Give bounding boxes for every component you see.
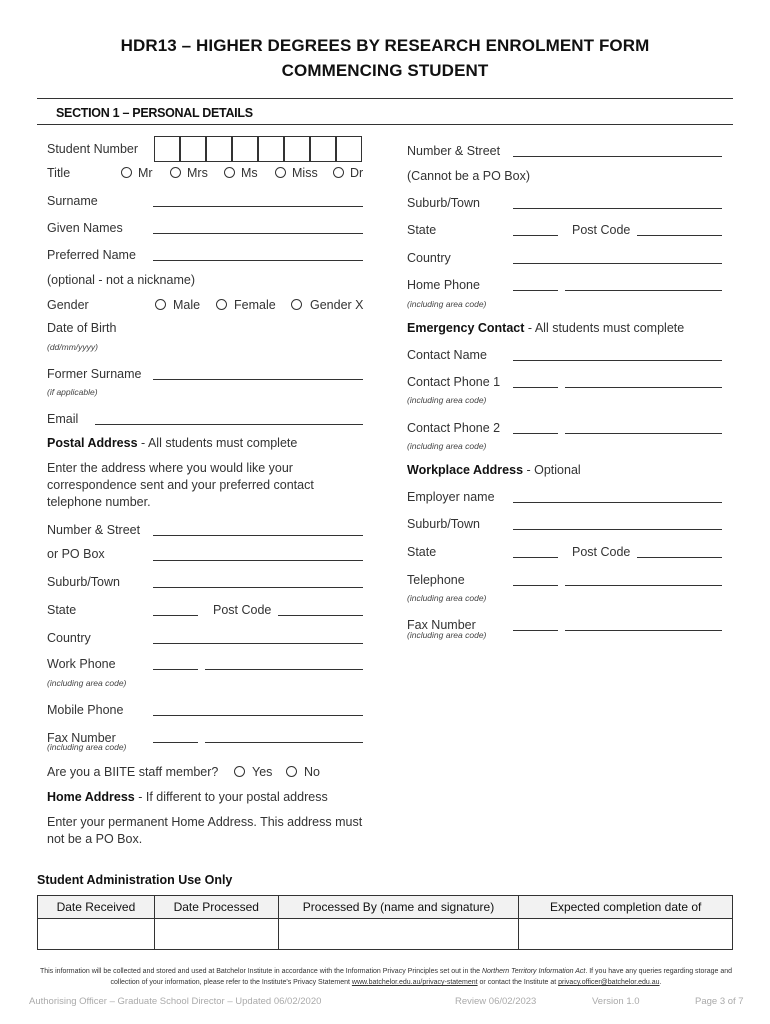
work-phone-hint: (including area code) <box>47 678 127 688</box>
student-number-digit-8[interactable] <box>336 136 362 162</box>
home-country-field[interactable] <box>513 263 722 264</box>
title-ms-label: Ms <box>241 166 258 180</box>
privacy-notice <box>36 966 736 988</box>
review-date: Review 06/02/2023 <box>455 996 537 1007</box>
contact-phone2-label: Contact Phone 2 <box>407 421 501 435</box>
authorising-officer: Authorising Officer – Graduate School Director – Updated 06/02/2020 <box>29 996 322 1007</box>
title-miss-label: Miss <box>292 166 318 180</box>
workplace-post-code-label: Post Code <box>572 545 631 559</box>
home-suburb-field[interactable] <box>513 208 722 209</box>
employer-field[interactable] <box>513 502 722 503</box>
workplace-fax-number-field[interactable] <box>565 630 722 631</box>
admin-table-row <box>38 919 733 950</box>
home-post-code-field[interactable] <box>637 235 722 236</box>
workplace-suburb-label: Suburb/Town <box>407 517 480 531</box>
title-mr-radio[interactable] <box>121 167 132 178</box>
home-number-street-field[interactable] <box>513 156 722 157</box>
contact-phone2-hint: (including area code) <box>407 441 487 451</box>
workplace-note: - Optional <box>523 463 581 477</box>
form-title-line1: HDR13 – HIGHER DEGREES BY RESEARCH ENROLMENT FORM <box>120 36 650 55</box>
fax-number-label: Fax Number <box>47 731 116 745</box>
email-label: Email <box>47 412 79 426</box>
privacy-act-name: Northern Territory Information Act <box>481 968 586 975</box>
privacy-statement-link[interactable]: www.batchelor.edu.au/privacy-statement <box>351 979 478 986</box>
surname-label: Surname <box>47 194 98 208</box>
postal-address-note: - All students must complete <box>137 436 298 450</box>
student-number-label: Student Number <box>47 142 139 156</box>
workplace-telephone-hint: (including area code) <box>407 593 487 603</box>
fax-number-hint: (including area code) <box>47 742 127 752</box>
contact-phone2-number-field[interactable] <box>565 433 722 434</box>
gender-x-label: Gender X <box>310 298 364 312</box>
work-phone-label: Work Phone <box>47 657 116 671</box>
home-address-title: Home Address <box>47 790 135 804</box>
student-number-digit-6[interactable] <box>284 136 310 162</box>
section-title: SECTION 1 – PERSONAL DETAILS <box>56 106 253 120</box>
contact-phone1-number-field[interactable] <box>565 387 722 388</box>
home-address-instructions: Enter your permanent Home Address. This address must not be a PO Box. <box>47 815 363 846</box>
student-number-digit-2[interactable] <box>180 136 206 162</box>
admin-cell-date-received[interactable] <box>38 919 155 950</box>
student-number-digit-4[interactable] <box>232 136 258 162</box>
former-surname-field[interactable] <box>153 379 363 380</box>
workplace-suburb-field[interactable] <box>513 529 722 530</box>
postal-address-heading <box>47 436 297 450</box>
gender-female-radio[interactable] <box>216 299 227 310</box>
privacy-text-1: This information will be collected and stored and used at Batchelor Institute in accordance with the Information Privacy Principles set out in the <box>39 968 482 975</box>
postal-suburb-field[interactable] <box>153 587 363 588</box>
gender-male-radio[interactable] <box>155 299 166 310</box>
title-mrs-label: Mrs <box>187 166 208 180</box>
work-phone-number-field[interactable] <box>205 669 363 670</box>
postal-number-street-field[interactable] <box>153 535 363 536</box>
home-suburb-label: Suburb/Town <box>407 196 480 210</box>
version: Version 1.0 <box>592 996 640 1007</box>
admin-col-expected-completion: Expected completion date of <box>519 896 733 919</box>
workplace-state-label: State <box>407 545 437 559</box>
home-state-label: State <box>407 223 437 237</box>
gender-x-radio[interactable] <box>291 299 302 310</box>
admin-cell-date-processed[interactable] <box>154 919 278 950</box>
header-divider <box>37 98 733 99</box>
postal-suburb-label: Suburb/Town <box>47 575 120 589</box>
staff-yes-radio[interactable] <box>234 766 245 777</box>
workplace-state-field[interactable] <box>513 557 558 558</box>
title-mrs-radio[interactable] <box>170 167 181 178</box>
privacy-text-2: . If you have any queries regarding storage and collection of your information, please refer to the Institute's Privacy Statement <box>110 968 733 986</box>
student-number-digit-5[interactable] <box>258 136 284 162</box>
surname-field[interactable] <box>153 206 363 207</box>
title-dr-label: Dr <box>350 166 364 180</box>
home-no-po-note: (Cannot be a PO Box) <box>407 169 530 183</box>
home-number-street-label: Number & Street <box>407 144 501 158</box>
gender-female-label: Female <box>234 298 276 312</box>
student-number-digit-7[interactable] <box>310 136 336 162</box>
workplace-telephone-label: Telephone <box>407 573 465 587</box>
admin-col-date-processed: Date Processed <box>154 896 278 919</box>
workplace-fax-hint: (including area code) <box>407 630 487 640</box>
gender-male-label: Male <box>173 298 201 312</box>
gender-label: Gender <box>47 298 89 312</box>
title-label: Title <box>47 166 71 180</box>
workplace-telephone-number-field[interactable] <box>565 585 722 586</box>
admin-title: Student Administration Use Only <box>37 873 233 887</box>
postal-po-box-label: or PO Box <box>47 547 105 561</box>
staff-yes-label: Yes <box>252 765 273 779</box>
staff-no-label: No <box>304 765 320 779</box>
admin-col-processed-by: Processed By (name and signature) <box>278 896 519 919</box>
employer-label: Employer name <box>407 490 495 504</box>
privacy-text-3: or contact the Institute at <box>477 979 559 986</box>
postal-country-label: Country <box>47 631 91 645</box>
workplace-fax-area-field[interactable] <box>513 630 558 631</box>
workplace-fax-label: Fax Number <box>407 618 476 632</box>
emergency-heading <box>407 321 684 335</box>
preferred-name-field[interactable] <box>153 260 363 261</box>
postal-country-field[interactable] <box>153 643 363 644</box>
title-dr-radio[interactable] <box>333 167 344 178</box>
title-miss-radio[interactable] <box>275 167 286 178</box>
fax-area-field[interactable] <box>153 742 198 743</box>
workplace-title: Workplace Address <box>407 463 524 477</box>
home-address-heading <box>47 790 328 804</box>
admin-table <box>37 895 733 950</box>
emergency-note: - All students must complete <box>524 321 685 335</box>
admin-col-date-received: Date Received <box>38 896 155 919</box>
preferred-name-label: Preferred Name <box>47 248 136 262</box>
preferred-name-note: (optional - not a nickname) <box>47 273 195 287</box>
emergency-title: Emergency Contact <box>407 321 525 335</box>
student-number-digit-1[interactable] <box>154 136 180 162</box>
title-mr-label: Mr <box>138 166 153 180</box>
workplace-telephone-area-field[interactable] <box>513 585 558 586</box>
home-phone-number-field[interactable] <box>565 290 722 291</box>
home-address-note: - If different to your postal address <box>134 790 328 804</box>
home-phone-area-field[interactable] <box>513 290 558 291</box>
admin-cell-processed-by[interactable] <box>278 919 519 950</box>
postal-post-code-label: Post Code <box>213 603 272 617</box>
postal-address-instructions: Enter the address where you would like your correspondence sent and your preferred contact telephone number. <box>47 461 314 509</box>
home-phone-hint: (including area code) <box>407 299 487 309</box>
contact-name-field[interactable] <box>513 360 722 361</box>
student-number-digit-3[interactable] <box>206 136 232 162</box>
form-title-line2: COMMENCING STUDENT <box>281 61 489 80</box>
contact-phone2-area-field[interactable] <box>513 433 558 434</box>
staff-question: Are you a BIITE staff member? <box>47 765 219 779</box>
email-field[interactable] <box>95 424 363 425</box>
home-phone-label: Home Phone <box>407 278 480 292</box>
postal-number-street-label: Number & Street <box>47 523 141 537</box>
contact-phone1-hint: (including area code) <box>407 395 487 405</box>
given-names-field[interactable] <box>153 233 363 234</box>
page-number: Page 3 of 7 <box>695 996 744 1007</box>
home-post-code-label: Post Code <box>572 223 631 237</box>
postal-state-label: State <box>47 603 77 617</box>
workplace-post-code-field[interactable] <box>637 557 722 558</box>
home-state-field[interactable] <box>513 235 558 236</box>
contact-phone1-area-field[interactable] <box>513 387 558 388</box>
postal-state-field[interactable] <box>153 615 198 616</box>
former-surname-label: Former Surname <box>47 367 142 381</box>
privacy-email-link[interactable]: privacy.officer@batchelor.edu.au <box>558 979 660 986</box>
dob-hint: (dd/mm/yyyy) <box>47 342 98 352</box>
work-phone-area-field[interactable] <box>153 669 198 670</box>
mobile-phone-label: Mobile Phone <box>47 703 124 717</box>
staff-no-radio[interactable] <box>286 766 297 777</box>
given-names-label: Given Names <box>47 221 123 235</box>
contact-phone1-label: Contact Phone 1 <box>407 375 501 389</box>
home-country-label: Country <box>407 251 451 265</box>
workplace-heading <box>407 463 581 477</box>
former-surname-hint: (if applicable) <box>47 387 98 397</box>
mobile-phone-field[interactable] <box>153 715 363 716</box>
fax-number-field[interactable] <box>205 742 363 743</box>
postal-po-box-field[interactable] <box>153 560 363 561</box>
dob-label: Date of Birth <box>47 321 117 335</box>
admin-table-header-row <box>38 896 733 919</box>
postal-address-title: Postal Address <box>47 436 138 450</box>
contact-name-label: Contact Name <box>407 348 487 362</box>
section-divider <box>37 124 733 125</box>
postal-post-code-field[interactable] <box>278 615 363 616</box>
privacy-text-4: . <box>659 979 662 986</box>
admin-cell-expected-completion[interactable] <box>519 919 733 950</box>
title-ms-radio[interactable] <box>224 167 235 178</box>
